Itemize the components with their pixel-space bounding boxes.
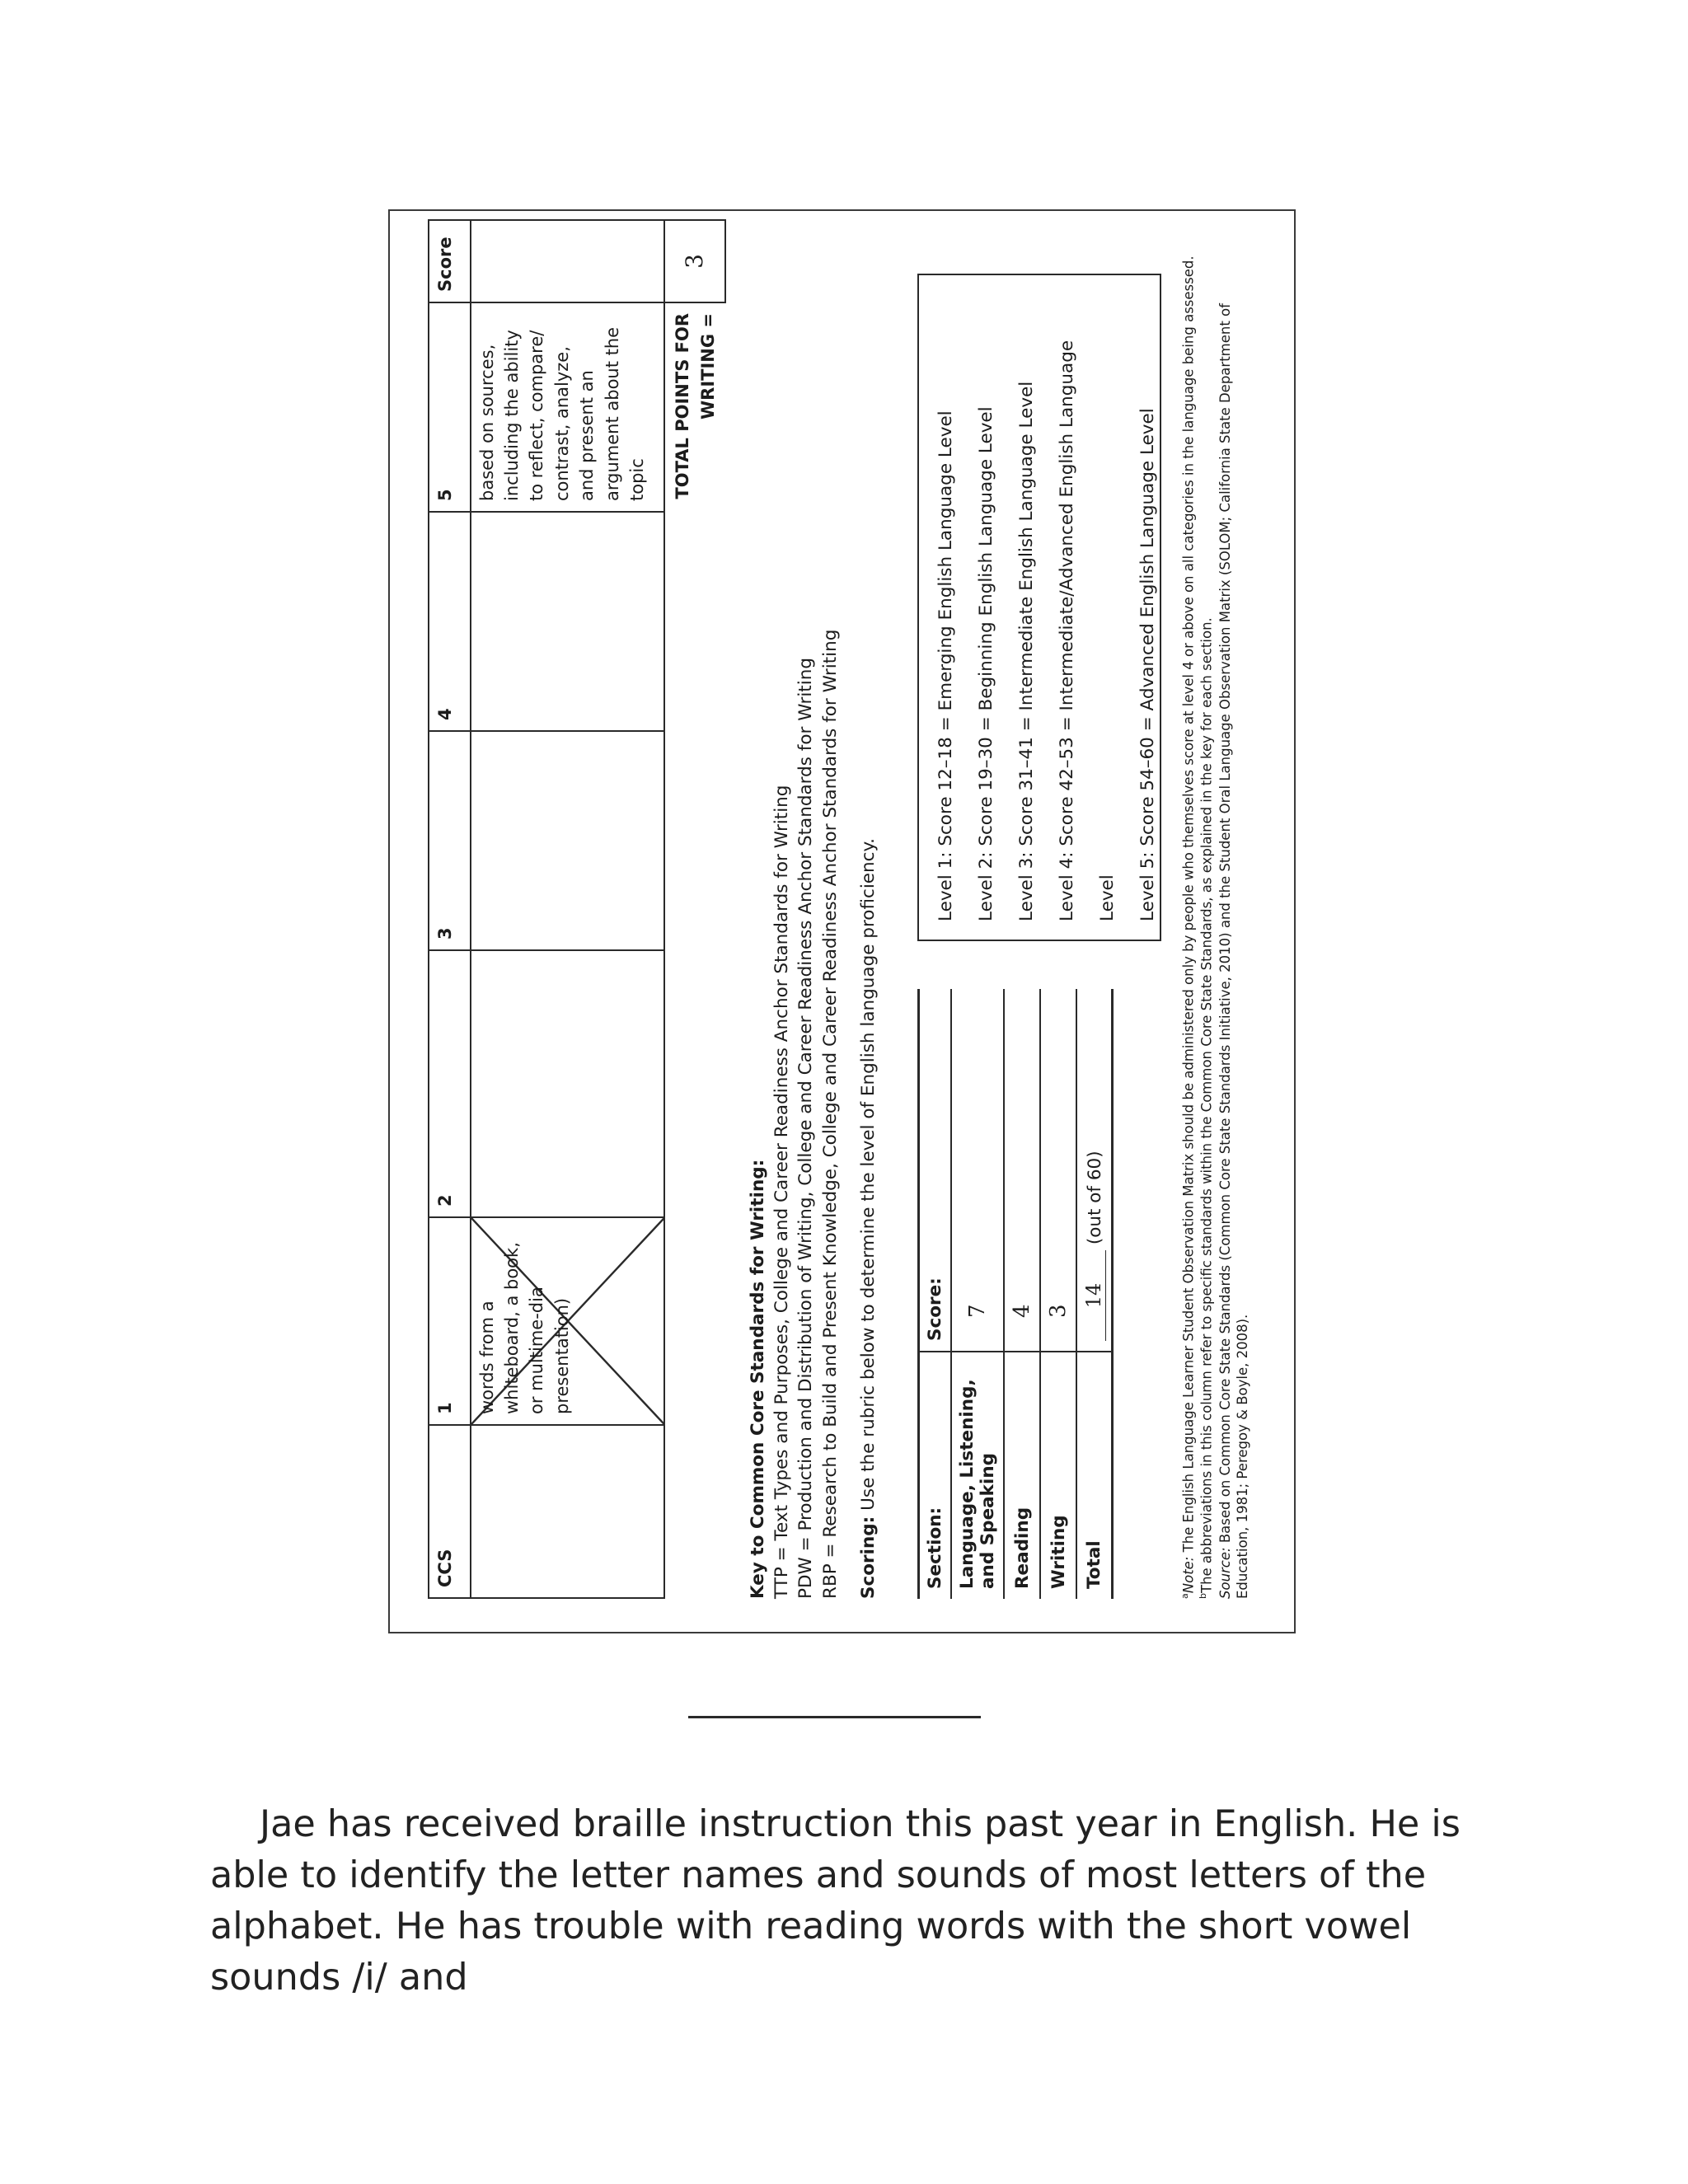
key-line-rbp: RBP = Research to Build and Present Knowledge, College and Career Readiness Anchor Standards for Writing [819, 629, 841, 1599]
body-paragraph [210, 1799, 1496, 2004]
score-total-label: Total [1076, 1352, 1113, 1599]
score-section-label: Reading [1004, 1352, 1040, 1599]
note-a-text: The English Language Learner Student Observation Matrix should be administered only by people who themselves score at level 4 or above on all categories in the language being assessed. [1180, 255, 1197, 1553]
level-item: Level 4: Score 42–53 = Intermediate/Advanced English Language Level [1057, 340, 1118, 921]
cell-score [471, 220, 665, 302]
note-b-text: The abbreviations in this column refer to specific standards within the Common Core State Standards, as explained in the key for each section. [1198, 617, 1215, 1594]
source-label: Source: [1217, 1547, 1233, 1599]
score-header-section: Section: [919, 1352, 952, 1599]
score-row-total [1076, 989, 1113, 1599]
key-title: Key to Common Core Standards for Writing: [748, 1159, 768, 1599]
header-level-2: 2 [429, 950, 471, 1217]
score-header-row [919, 989, 952, 1599]
cell-level-1-crossed [471, 1217, 665, 1425]
paragraph-text: Jae has received braille instruction this past year in English. He is able to identify the letter names and sounds of most letters of the alphabet. He has trouble with reading words with the short vowel sounds /i/ and [210, 1803, 1461, 1999]
score-total-cell [1076, 989, 1113, 1352]
score-total-suffix: (out of 60) [1085, 1151, 1105, 1245]
cell-level-3 [471, 731, 665, 950]
score-section-label: Language, Listening, and Speaking [951, 1352, 1004, 1599]
score-section-label: Writing [1040, 1352, 1076, 1599]
cell-level-2 [471, 950, 665, 1217]
level-item: Level 2: Score 19–30 = Beginning English Language Level [976, 406, 996, 921]
score-row-language [951, 989, 1004, 1599]
header-level-3: 3 [429, 731, 471, 950]
level-item: Level 5: Score 54–60 = Advanced English Language Level [1137, 408, 1158, 921]
scoring-label: Scoring: [858, 1516, 879, 1599]
rotated-figure-frame [388, 209, 1296, 1633]
score-value: 7 [951, 989, 1004, 1352]
matrix-header-row [429, 220, 471, 1598]
header-ccs: CCS [429, 1425, 471, 1598]
total-spacer [664, 512, 725, 1598]
header-level-1: 1 [429, 1217, 471, 1425]
proficiency-levels-box [917, 274, 1161, 941]
figure-notes [1179, 231, 1252, 1599]
key-line-pdw: PDW = Production and Distribution of Writing, College and Career Readiness Anchor Standards for Writing [795, 658, 817, 1599]
writing-standards-key [746, 630, 842, 1599]
total-points-value: 3 [664, 220, 725, 302]
header-level-5: 5 [429, 302, 471, 512]
score-total-value: 14 [1082, 1250, 1106, 1341]
scoring-text: Use the rubric below to determine the level of English language proficiency. [858, 838, 879, 1511]
score-summary-table [917, 989, 1114, 1599]
cell-level-4 [471, 512, 665, 731]
level-item: Level 1: Score 12–18 = Emerging English Language Level [935, 410, 956, 921]
key-line-ttp: TTP = Text Types and Purposes, College and Career Readiness Anchor Standards for Writing [771, 785, 793, 1599]
score-header-score: Score: [919, 989, 952, 1352]
matrix-body-row [471, 220, 665, 1598]
score-value: 3 [1040, 989, 1076, 1352]
cell-ccs [471, 1425, 665, 1598]
score-row-writing [1040, 989, 1076, 1599]
writing-matrix-table [428, 219, 726, 1599]
matrix-total-row [664, 220, 725, 1598]
score-value: 4 [1004, 989, 1040, 1352]
cell-level-1-text: words from a whiteboard, a book, or multime-dia presentation) [476, 1242, 572, 1414]
note-b: $^b$The abbreviations in this column refer to specific standards within the Common Core State Standards, as explained in the key for each section. [1198, 617, 1215, 1599]
level-item: Level 3: Score 31–41 = Intermediate English Language Level [1016, 381, 1037, 921]
cell-level-5: based on sources, including the ability to reflect, compare/ contrast, analyze, and present an argument about the topic [471, 302, 665, 512]
total-points-label: TOTAL POINTS FOR WRITING = [664, 302, 725, 512]
header-score: Score [429, 220, 471, 302]
note-a-label: Note: [1180, 1556, 1197, 1594]
rotated-figure [390, 211, 1297, 1635]
score-row-reading [1004, 989, 1040, 1599]
source-note [1217, 231, 1253, 1599]
source-text: Based on Common Core State Standards (Common Core State Standards Initiative, 2010) and the Student Oral Language Observation Matrix (SOLOM; California State Department of Education, 1981; Peregoy & Boyle, 2008). [1217, 303, 1251, 1599]
note-a: $^a$Note: The English Language Learner Student Observation Matrix should be administered only by people who themselves score at level 4 or above on all categories in the language being assessed. [1179, 255, 1197, 1599]
scoring-instruction [858, 838, 879, 1599]
section-divider [688, 1716, 981, 1718]
header-level-4: 4 [429, 512, 471, 731]
